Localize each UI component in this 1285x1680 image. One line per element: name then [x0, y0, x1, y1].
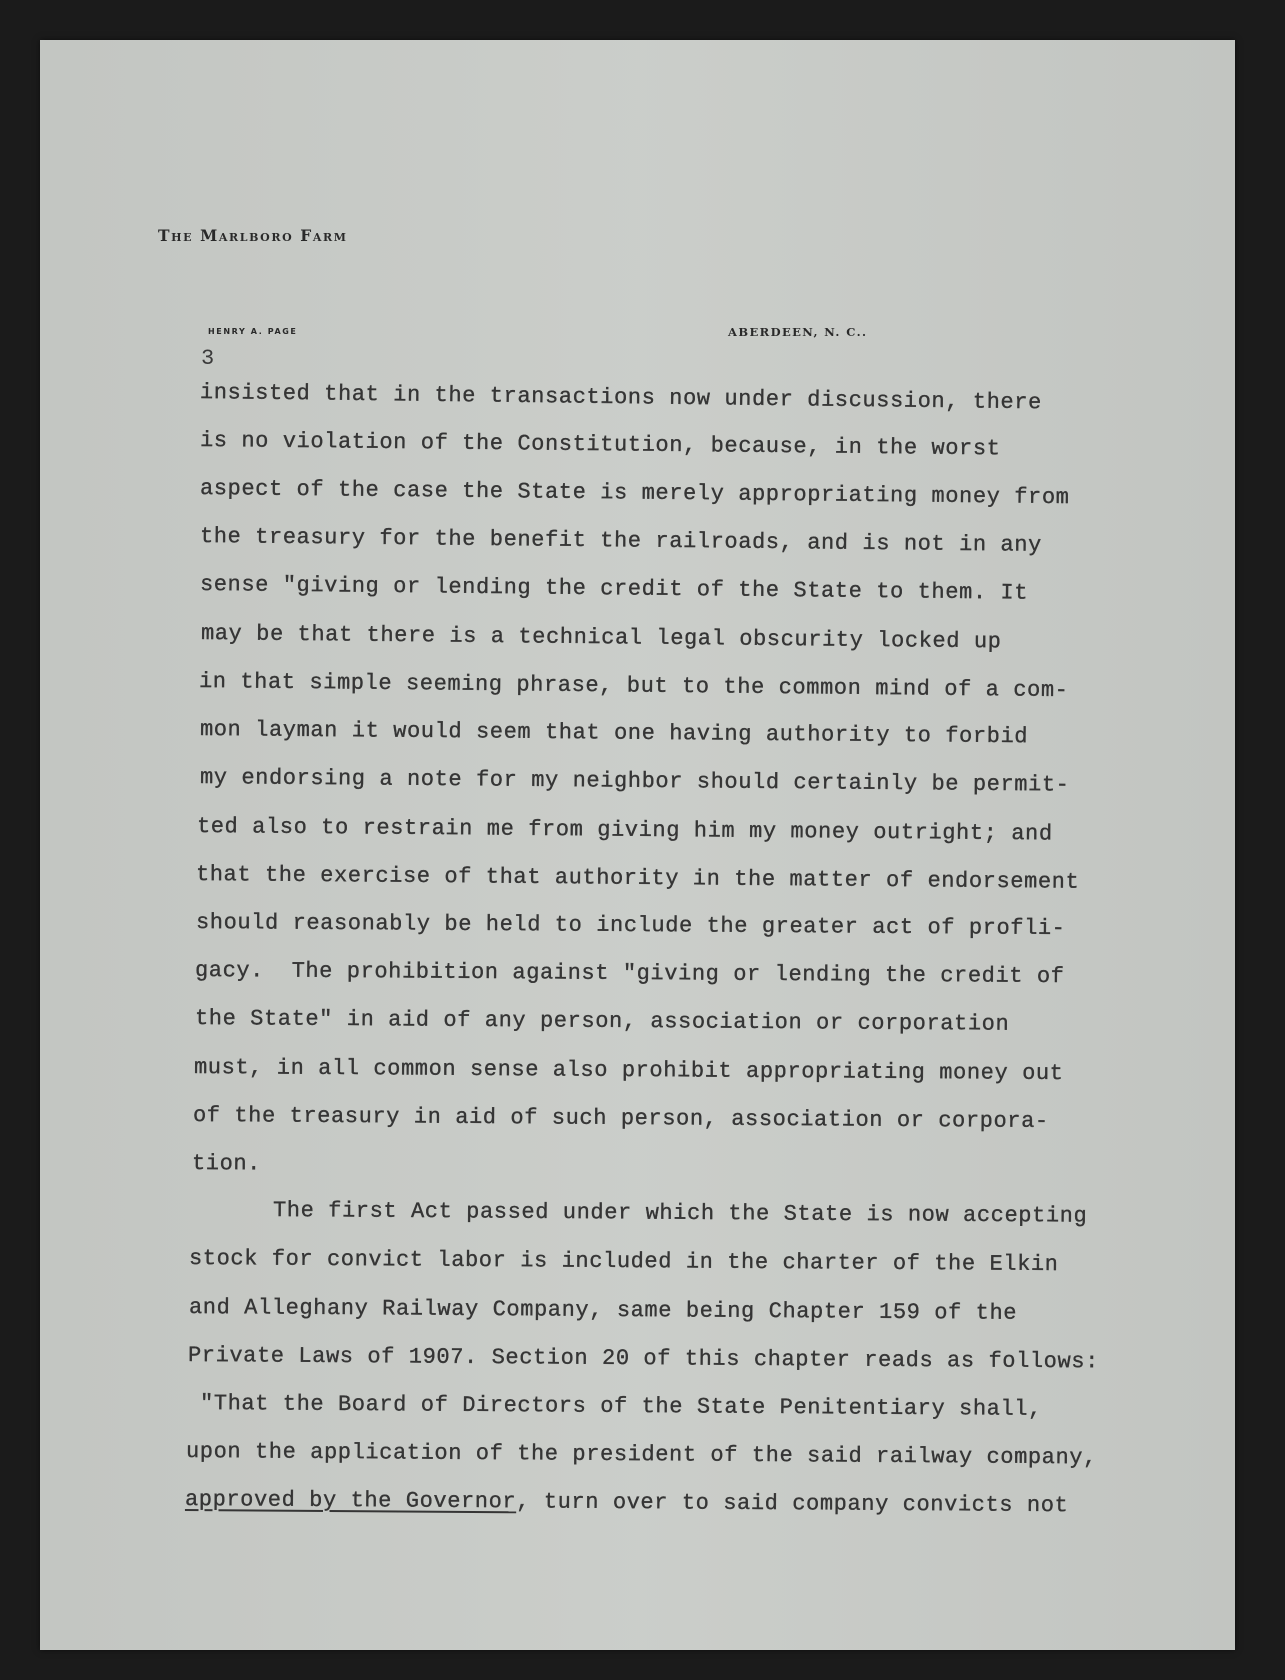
body-line: sense "giving or lending the credit of the State to them. It — [199, 572, 1029, 606]
body-line: that the exercise of that authority in the matter of endorsement — [195, 862, 1080, 895]
body-line: should reasonably be held to include the greater act of profli- — [195, 910, 1066, 942]
body-line: upon the application of the president of the said railway company, — [185, 1439, 1098, 1471]
body-line: and Alleghany Railway Company, same being Chapter 159 of the — [188, 1295, 1018, 1326]
body-line: my endorsing a note for my neighbor should certainly be permit- — [199, 765, 1070, 798]
body-line: is no violation of the Constitution, because, in the worst — [199, 428, 1001, 462]
letter-page — [40, 40, 1235, 1650]
body-line: the State" in aid of any person, association or corporation — [194, 1006, 1010, 1037]
body-line: The first Act passed under which the State is now accepting — [272, 1198, 1088, 1229]
body-line: "That the Board of Directors of the State Penitentiary shall, — [199, 1391, 1043, 1422]
body-line: mon layman it would seem that one having authority to forbid — [199, 717, 1029, 750]
body-line: may be that there is a technical legal obscurity locked up — [200, 621, 1002, 655]
body-line: must, in all common sense also prohibit appropriating money out — [193, 1055, 1064, 1087]
body-line: the treasury for the benefit the railroads, and is not in any — [199, 524, 1043, 558]
body-line-tail: , turn over to said company convicts not — [516, 1489, 1069, 1519]
body-line: of the treasury in aid of such person, association or corpora- — [192, 1103, 1049, 1134]
page-number: 3 — [201, 346, 215, 371]
body-line: in that simple seeming phrase, but to the common mind of a com- — [198, 669, 1069, 704]
body-line-last — [185, 1487, 1069, 1518]
letterhead-location: ABERDEEN, N. C.. — [728, 325, 868, 339]
underlined-phrase: approved by the Governor — [184, 1487, 517, 1515]
letterhead-farm-name: The Marlboro Farm — [158, 226, 348, 245]
body-line: stock for convict labor is included in the charter of the Elkin — [188, 1246, 1059, 1278]
body-line: ted also to restrain me from giving him my money outright; and — [196, 814, 1053, 847]
body-line: Private Laws of 1907. Section 20 of this chapter reads as follows: — [187, 1343, 1100, 1375]
body-line: insisted that in the transactions now under discussion, there — [199, 380, 1043, 416]
body-line: gacy. The prohibition against "giving or lending the credit of — [194, 958, 1065, 990]
body-line: aspect of the case the State is merely appropriating money from — [199, 476, 1070, 511]
body-line: tion. — [191, 1151, 262, 1177]
letterhead-owner: HENRY A. PAGE — [208, 327, 298, 336]
